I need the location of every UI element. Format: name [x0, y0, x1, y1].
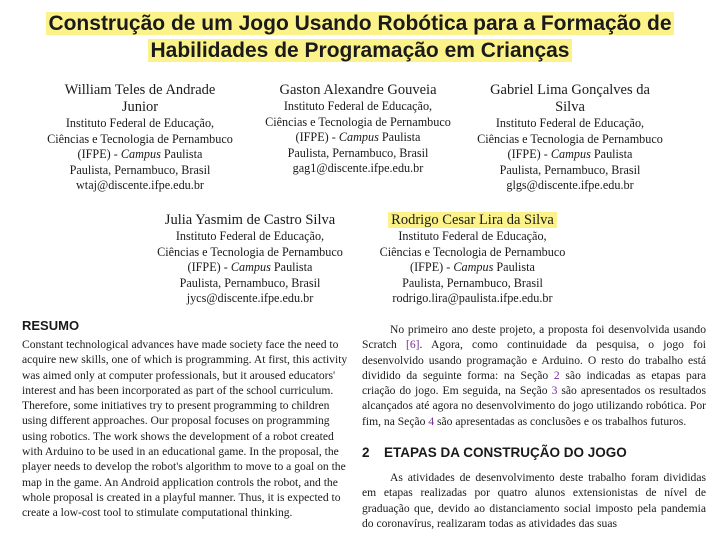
author-affiliation-institute: Instituto Federal de Educação, [398, 229, 547, 243]
author-block-3 [470, 82, 670, 194]
author-location: Paulista, Pernambuco, Brasil [179, 275, 321, 290]
author-affiliation-full: Ciências e Tecnologia de Pernambuco [265, 114, 451, 129]
author-affiliation-campus: (IFPE) - Campus Paulista [410, 260, 535, 275]
author-affiliation-institute: Instituto Federal de Educação, [175, 229, 325, 243]
author-email: wtaj@discente.ifpe.edu.br [76, 178, 204, 193]
title-line-1: Construção de um Jogo Usando Robótica para a Formação de [48, 12, 672, 35]
author-affiliation-institute: Instituto Federal de Educação, [495, 116, 645, 130]
author-affiliation-campus: (IFPE) - Campus Paulista [77, 147, 203, 162]
author-affiliation-institute: Instituto Federal de Educação, [65, 116, 215, 130]
author-location: Paulista, Pernambuco, Brasil [69, 162, 211, 177]
author-block-4 [150, 212, 350, 307]
left-column [22, 318, 352, 521]
right-column [362, 322, 706, 531]
section-ref-link[interactable]: 3 [551, 384, 558, 398]
author-name: Julia Yasmim de Castro Silva [164, 212, 336, 228]
author-affiliation-campus: (IFPE) - Campus Paulista [295, 130, 421, 145]
author-affiliation-campus: (IFPE) - Campus Paulista [187, 260, 313, 275]
section-ref-link[interactable]: 4 [428, 414, 435, 428]
author-name: William Teles de Andrade Junior [64, 82, 216, 115]
author-affiliation-full: Ciências e Tecnologia de Pernambuco [477, 131, 663, 146]
abstract-text: Constant technological advances have made society face the need to acquire new skills, one of which is programming. At first, this activity was aimed only at computer professionals, but it aroused educators' interest and has been incorporated as part of the school curriculum. Therefore, some initiatives try to present programming to children using different approaches. Our proposal focuses on programming using robotics. The work shows the development of a robot created with Arduino to be used in an educational game. In the proposal, the player needs to develop the robot's algorithm to move to a goal on the map in the game. An Android application controls the robot, and the whole proposal is created in a playful manner. Thus, it is expected to create a low-cost tool to stimulate computational thinking. [22, 338, 348, 520]
paper-title [0, 10, 720, 64]
author-block-1 [40, 82, 240, 194]
author-email: rodrigo.lira@paulista.ifpe.edu.br [392, 291, 553, 306]
section-number: 2 [362, 445, 370, 461]
section-paragraph: As atividades de desenvolvimento deste trabalho foram divididas em etapas realizadas por quatro alunos extensionistas de nível de graduação que, devido ao distanciamento social imposto pela pandemia do coronavírus, realizaram todas as atividades das suas [362, 471, 706, 530]
author-affiliation-full: Ciências e Tecnologia de Pernambuco [379, 244, 566, 259]
author-email: jycs@discente.ifpe.edu.br [186, 291, 314, 306]
author-location: Paulista, Pernambuco, Brasil [402, 275, 543, 290]
author-email: glgs@discente.ifpe.edu.br [506, 178, 634, 193]
author-affiliation-full: Ciências e Tecnologia de Pernambuco [47, 131, 233, 146]
author-location: Paulista, Pernambuco, Brasil [499, 162, 641, 177]
author-location: Paulista, Pernambuco, Brasil [287, 145, 429, 160]
section-title: ETAPAS DA CONSTRUÇÃO DO JOGO [384, 445, 627, 461]
author-name: Rodrigo Cesar Lira da Silva [365, 212, 580, 229]
author-email: gag1@discente.ifpe.edu.br [292, 161, 424, 176]
citation-link[interactable]: [6] [405, 338, 420, 352]
author-affiliation-institute: Instituto Federal de Educação, [283, 99, 433, 113]
author-affiliation-campus: (IFPE) - Campus Paulista [507, 147, 633, 162]
author-name: Gabriel Lima Gonçalves da Silva [490, 82, 650, 115]
title-line-2: Habilidades de Programação em Crianças [150, 39, 570, 62]
author-block-5 [365, 212, 580, 307]
intro-paragraph: No primeiro ano deste projeto, a proposta foi desenvolvida usando Scratch [6]. Agora, como continuidade da pesquisa, o jogo foi desenvolvido usando programação e Arduino. O resto do trabalho está dividido da seguinte forma: na Seção 2 são indicadas as etapas para criação do jogo. Em seguida, na Seção 3 são apresentados os resultados alcançados até agora no desenvolvimento do jogo utilizando robótica. Por fim, na Seção 4 são apresentadas as conclusões e os trabalhos futuros. [362, 323, 707, 428]
resumo-heading: RESUMO [22, 318, 80, 333]
author-name: Gaston Alexandre Gouveia [279, 82, 437, 98]
section-ref-link[interactable]: 2 [553, 368, 560, 382]
author-block-2 [258, 82, 458, 177]
author-affiliation-full: Ciências e Tecnologia de Pernambuco [157, 244, 343, 259]
section-heading [362, 445, 706, 460]
